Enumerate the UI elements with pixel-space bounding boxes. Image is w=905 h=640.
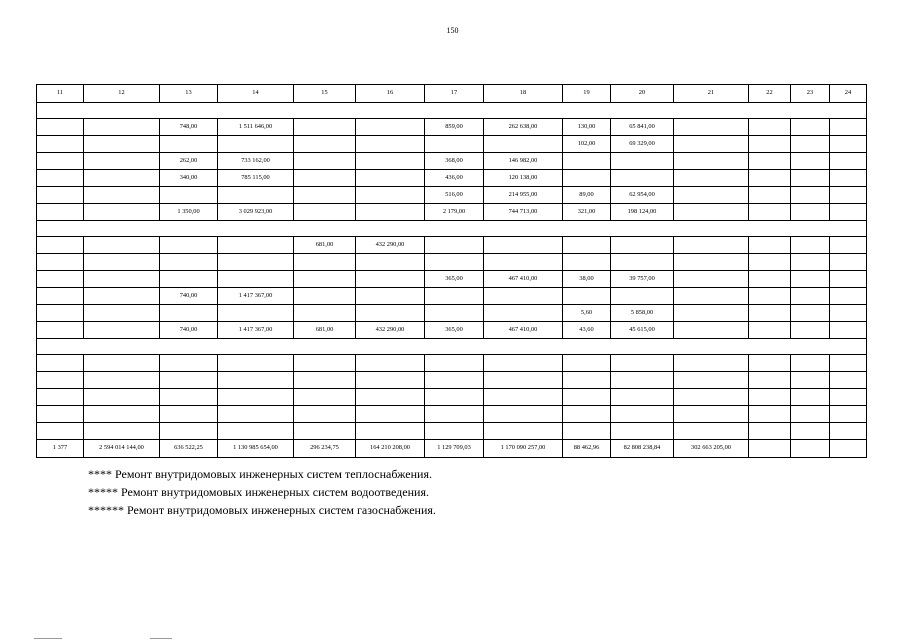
table-cell xyxy=(674,237,749,254)
table-cell xyxy=(218,372,294,389)
table-cell xyxy=(484,406,563,423)
table-cell: 262 638,00 xyxy=(484,119,563,136)
table-cell xyxy=(84,355,160,372)
table-cell: 365,00 xyxy=(425,271,484,288)
table-cell xyxy=(484,136,563,153)
table-cell xyxy=(37,322,84,339)
table-cell: 2 179,00 xyxy=(425,204,484,221)
table-cell xyxy=(563,170,611,187)
table-cell xyxy=(37,288,84,305)
table-cell xyxy=(674,153,749,170)
table-row xyxy=(37,389,867,406)
table-cell: 432 290,00 xyxy=(356,322,425,339)
table-cell xyxy=(160,254,218,271)
data-table xyxy=(36,84,867,458)
column-header: 23 xyxy=(791,85,830,103)
table-cell: 1 417 367,00 xyxy=(218,288,294,305)
table-cell xyxy=(484,288,563,305)
table-cell xyxy=(37,254,84,271)
table-cell: 38,00 xyxy=(563,271,611,288)
table-cell: 120 138,00 xyxy=(484,170,563,187)
table-cell xyxy=(830,119,867,136)
table-cell xyxy=(563,372,611,389)
table-cell: 69 329,00 xyxy=(611,136,674,153)
table-cell: 340,00 xyxy=(160,170,218,187)
table-cell xyxy=(294,355,356,372)
footnote-drainage: ***** Ремонт внутридомовых инженерных систем водоотведения. xyxy=(88,485,429,499)
table-cell xyxy=(160,372,218,389)
table-cell xyxy=(791,423,830,440)
table-cell xyxy=(425,423,484,440)
table-row xyxy=(37,288,867,305)
table-cell xyxy=(563,355,611,372)
table-cell: 467 410,00 xyxy=(484,322,563,339)
table-cell: 5,60 xyxy=(563,305,611,322)
table-cell xyxy=(611,288,674,305)
column-header: 13 xyxy=(160,85,218,103)
table-cell xyxy=(749,305,791,322)
table-cell xyxy=(356,423,425,440)
table-cell xyxy=(484,423,563,440)
table-cell xyxy=(84,170,160,187)
table-cell xyxy=(749,406,791,423)
table-cell: 102,00 xyxy=(563,136,611,153)
table-cell xyxy=(791,237,830,254)
footnote-heating: **** Ремонт внутридомовых инженерных систем теплоснабжения. xyxy=(88,467,432,481)
table-cell xyxy=(484,305,563,322)
section-row xyxy=(37,339,867,355)
table-row xyxy=(37,322,867,339)
table-cell xyxy=(356,288,425,305)
table-cell xyxy=(425,288,484,305)
table-cell xyxy=(791,406,830,423)
table-cell xyxy=(160,389,218,406)
table-cell xyxy=(425,372,484,389)
table-cell xyxy=(830,389,867,406)
table-cell xyxy=(830,271,867,288)
table-cell xyxy=(294,254,356,271)
table-cell xyxy=(84,237,160,254)
table-cell xyxy=(611,423,674,440)
table-cell xyxy=(563,389,611,406)
table-cell xyxy=(294,136,356,153)
table-cell xyxy=(356,271,425,288)
table-cell xyxy=(791,355,830,372)
table-cell xyxy=(425,406,484,423)
table-cell xyxy=(674,271,749,288)
table-cell xyxy=(749,440,791,458)
table-cell xyxy=(749,288,791,305)
table-row xyxy=(37,119,867,136)
table-cell: 432 290,00 xyxy=(356,237,425,254)
table-cell xyxy=(791,204,830,221)
table-row xyxy=(37,170,867,187)
table-cell xyxy=(484,355,563,372)
column-header: 21 xyxy=(674,85,749,103)
table-cell xyxy=(674,389,749,406)
column-header: 22 xyxy=(749,85,791,103)
table-cell xyxy=(749,355,791,372)
table-cell: 368,00 xyxy=(425,153,484,170)
table-cell xyxy=(749,237,791,254)
table-cell: 1 511 646,00 xyxy=(218,119,294,136)
table-cell xyxy=(674,170,749,187)
table-cell xyxy=(830,423,867,440)
table-cell: 436,00 xyxy=(425,170,484,187)
table-cell xyxy=(218,136,294,153)
table-cell xyxy=(563,153,611,170)
table-cell xyxy=(749,423,791,440)
table-cell xyxy=(37,153,84,170)
table-row xyxy=(37,237,867,254)
table-cell xyxy=(356,136,425,153)
table-cell xyxy=(37,305,84,322)
table-cell xyxy=(160,187,218,204)
section-cell xyxy=(37,339,867,355)
table-cell xyxy=(37,237,84,254)
table-cell xyxy=(674,322,749,339)
table-cell xyxy=(830,305,867,322)
table-cell xyxy=(84,305,160,322)
table-cell xyxy=(674,406,749,423)
section-row xyxy=(37,103,867,119)
table-cell xyxy=(830,440,867,458)
table-cell xyxy=(830,406,867,423)
table-cell xyxy=(791,254,830,271)
table-cell xyxy=(830,254,867,271)
table-cell xyxy=(294,187,356,204)
table-cell xyxy=(674,136,749,153)
table-cell xyxy=(484,254,563,271)
table-cell xyxy=(611,170,674,187)
table-cell xyxy=(674,288,749,305)
table-cell xyxy=(611,389,674,406)
table-cell: 1 417 367,00 xyxy=(218,322,294,339)
table-cell xyxy=(84,153,160,170)
table-cell xyxy=(484,389,563,406)
table-row xyxy=(37,153,867,170)
table-cell xyxy=(218,389,294,406)
table-cell xyxy=(160,406,218,423)
table-cell xyxy=(356,153,425,170)
table-cell xyxy=(749,153,791,170)
table-cell xyxy=(674,119,749,136)
table-cell xyxy=(791,440,830,458)
table-cell xyxy=(356,119,425,136)
table-cell xyxy=(674,305,749,322)
table-cell xyxy=(218,237,294,254)
table-cell: 740,00 xyxy=(160,322,218,339)
table-cell xyxy=(830,288,867,305)
table-cell: 130,00 xyxy=(563,119,611,136)
table-cell xyxy=(356,254,425,271)
table-cell xyxy=(749,187,791,204)
column-header: 18 xyxy=(484,85,563,103)
page-number: 150 xyxy=(446,26,459,35)
footnote-gas: ****** Ремонт внутридомовых инженерных систем газоснабжения. xyxy=(88,503,436,517)
table-cell: 365,00 xyxy=(425,322,484,339)
table-cell xyxy=(830,355,867,372)
table-cell xyxy=(37,204,84,221)
table-cell xyxy=(563,254,611,271)
table-cell xyxy=(37,119,84,136)
table-cell xyxy=(84,187,160,204)
table-cell xyxy=(160,423,218,440)
table-cell xyxy=(37,136,84,153)
table-cell xyxy=(674,372,749,389)
table-cell: 1 129 709,03 xyxy=(425,440,484,458)
table-cell xyxy=(84,389,160,406)
table-cell xyxy=(218,271,294,288)
table-cell xyxy=(84,136,160,153)
table-cell xyxy=(791,271,830,288)
table-cell xyxy=(425,237,484,254)
table-cell xyxy=(791,288,830,305)
table-cell xyxy=(611,372,674,389)
table-cell: 1 350,00 xyxy=(160,204,218,221)
table-cell xyxy=(830,136,867,153)
table-cell xyxy=(37,355,84,372)
table-cell: 43,60 xyxy=(563,322,611,339)
table-cell xyxy=(830,170,867,187)
table-row xyxy=(37,204,867,221)
table-cell xyxy=(294,372,356,389)
table-cell: 302 663 205,00 xyxy=(674,440,749,458)
table-cell xyxy=(674,187,749,204)
table-cell xyxy=(356,305,425,322)
table-cell xyxy=(674,423,749,440)
table-cell xyxy=(563,237,611,254)
table-cell xyxy=(294,204,356,221)
table-cell xyxy=(218,254,294,271)
table-cell xyxy=(749,389,791,406)
table-cell xyxy=(294,423,356,440)
table-cell xyxy=(830,322,867,339)
table-row xyxy=(37,271,867,288)
table-row xyxy=(37,187,867,204)
table-cell: 88 462,96 xyxy=(563,440,611,458)
column-header: 24 xyxy=(830,85,867,103)
total-row xyxy=(37,440,867,458)
table-cell xyxy=(356,372,425,389)
table-cell xyxy=(294,153,356,170)
column-header: 20 xyxy=(611,85,674,103)
table-cell xyxy=(218,406,294,423)
table-cell xyxy=(218,305,294,322)
table-cell: 89,00 xyxy=(563,187,611,204)
table-cell xyxy=(611,237,674,254)
table-row xyxy=(37,423,867,440)
table-cell xyxy=(218,187,294,204)
table-cell: 164 210 208,00 xyxy=(356,440,425,458)
table-cell xyxy=(218,355,294,372)
table-cell: 1 377 xyxy=(37,440,84,458)
table-cell: 1 130 985 654,00 xyxy=(218,440,294,458)
table-cell xyxy=(356,406,425,423)
table-cell xyxy=(294,170,356,187)
table-cell xyxy=(37,423,84,440)
table-cell: 516,00 xyxy=(425,187,484,204)
column-header: 19 xyxy=(563,85,611,103)
table-cell xyxy=(160,237,218,254)
table-cell: 2 594 014 144,00 xyxy=(84,440,160,458)
section-row xyxy=(37,221,867,237)
table-cell xyxy=(791,153,830,170)
column-header: 17 xyxy=(425,85,484,103)
table-cell xyxy=(425,305,484,322)
table-cell: 681,00 xyxy=(294,322,356,339)
table-cell xyxy=(294,305,356,322)
table-cell xyxy=(791,170,830,187)
table-cell xyxy=(37,187,84,204)
table-cell xyxy=(84,423,160,440)
table-cell xyxy=(484,372,563,389)
table-cell xyxy=(84,254,160,271)
table-cell xyxy=(425,254,484,271)
table-cell: 262,00 xyxy=(160,153,218,170)
table-row xyxy=(37,372,867,389)
table-cell xyxy=(160,305,218,322)
table-cell xyxy=(294,389,356,406)
table-cell xyxy=(84,406,160,423)
table-cell xyxy=(160,271,218,288)
table-row xyxy=(37,136,867,153)
table-cell xyxy=(749,254,791,271)
table-cell xyxy=(37,271,84,288)
table-cell xyxy=(563,406,611,423)
table-cell xyxy=(160,136,218,153)
table-cell: 3 029 923,00 xyxy=(218,204,294,221)
table-cell xyxy=(749,204,791,221)
table-cell xyxy=(791,119,830,136)
table-cell: 5 858,00 xyxy=(611,305,674,322)
column-header: 11 xyxy=(37,85,84,103)
table-cell xyxy=(160,355,218,372)
table-cell: 785 115,00 xyxy=(218,170,294,187)
table-cell xyxy=(294,271,356,288)
table-row xyxy=(37,254,867,271)
section-cell xyxy=(37,221,867,237)
table-cell xyxy=(484,237,563,254)
table-cell xyxy=(830,372,867,389)
table-cell: 62 954,00 xyxy=(611,187,674,204)
table-cell xyxy=(791,305,830,322)
table-cell xyxy=(830,153,867,170)
table-cell: 39 757,00 xyxy=(611,271,674,288)
table-cell xyxy=(294,119,356,136)
table-cell: 681,00 xyxy=(294,237,356,254)
table-row xyxy=(37,406,867,423)
table-cell xyxy=(563,288,611,305)
table-cell xyxy=(830,187,867,204)
table-cell xyxy=(356,187,425,204)
table-cell xyxy=(84,372,160,389)
table-cell xyxy=(791,322,830,339)
table-cell: 748,00 xyxy=(160,119,218,136)
table-cell xyxy=(674,355,749,372)
table-cell xyxy=(611,355,674,372)
table-cell xyxy=(356,355,425,372)
table-cell: 740,00 xyxy=(160,288,218,305)
table-cell xyxy=(674,254,749,271)
table-header-row xyxy=(37,85,867,103)
table-cell xyxy=(830,204,867,221)
table-cell xyxy=(218,423,294,440)
section-cell xyxy=(37,103,867,119)
table-cell xyxy=(84,271,160,288)
column-header: 15 xyxy=(294,85,356,103)
table-cell: 321,00 xyxy=(563,204,611,221)
table-cell: 744 713,00 xyxy=(484,204,563,221)
table-cell xyxy=(749,271,791,288)
footnotes xyxy=(88,465,436,519)
table-cell: 636 522,25 xyxy=(160,440,218,458)
table-cell xyxy=(830,237,867,254)
table-cell xyxy=(425,136,484,153)
table-cell xyxy=(356,389,425,406)
table-cell xyxy=(37,406,84,423)
table-cell xyxy=(84,322,160,339)
table-cell xyxy=(749,372,791,389)
scan-artifact xyxy=(34,638,62,639)
table-cell xyxy=(791,136,830,153)
table-cell xyxy=(294,406,356,423)
table-cell xyxy=(749,119,791,136)
table-cell xyxy=(749,136,791,153)
table-cell xyxy=(37,372,84,389)
table-cell xyxy=(611,153,674,170)
table-cell: 733 162,00 xyxy=(218,153,294,170)
table-cell xyxy=(356,170,425,187)
table-cell: 82 808 238,84 xyxy=(611,440,674,458)
table-cell xyxy=(563,423,611,440)
table-cell xyxy=(611,406,674,423)
table-cell xyxy=(749,322,791,339)
column-header: 16 xyxy=(356,85,425,103)
table-cell xyxy=(791,187,830,204)
table-cell xyxy=(84,288,160,305)
table-cell xyxy=(674,204,749,221)
table-cell xyxy=(84,204,160,221)
table-cell: 296 234,75 xyxy=(294,440,356,458)
table-cell xyxy=(84,119,160,136)
column-header: 14 xyxy=(218,85,294,103)
table-cell: 859,00 xyxy=(425,119,484,136)
table-cell xyxy=(791,389,830,406)
table-cell xyxy=(37,170,84,187)
table-cell xyxy=(356,204,425,221)
table-cell: 1 170 090 257,00 xyxy=(484,440,563,458)
table-cell xyxy=(749,170,791,187)
table-row xyxy=(37,305,867,322)
table-cell: 146 982,00 xyxy=(484,153,563,170)
table-cell: 65 841,00 xyxy=(611,119,674,136)
column-header: 12 xyxy=(84,85,160,103)
table-cell xyxy=(425,389,484,406)
table-cell: 45 615,00 xyxy=(611,322,674,339)
table-cell: 467 410,00 xyxy=(484,271,563,288)
table-cell xyxy=(611,254,674,271)
scan-artifact xyxy=(150,638,172,639)
table-row xyxy=(37,355,867,372)
table-cell: 198 124,00 xyxy=(611,204,674,221)
table-cell: 214 955,00 xyxy=(484,187,563,204)
table-cell xyxy=(791,372,830,389)
table-cell xyxy=(425,355,484,372)
table-cell xyxy=(294,288,356,305)
table-cell xyxy=(37,389,84,406)
